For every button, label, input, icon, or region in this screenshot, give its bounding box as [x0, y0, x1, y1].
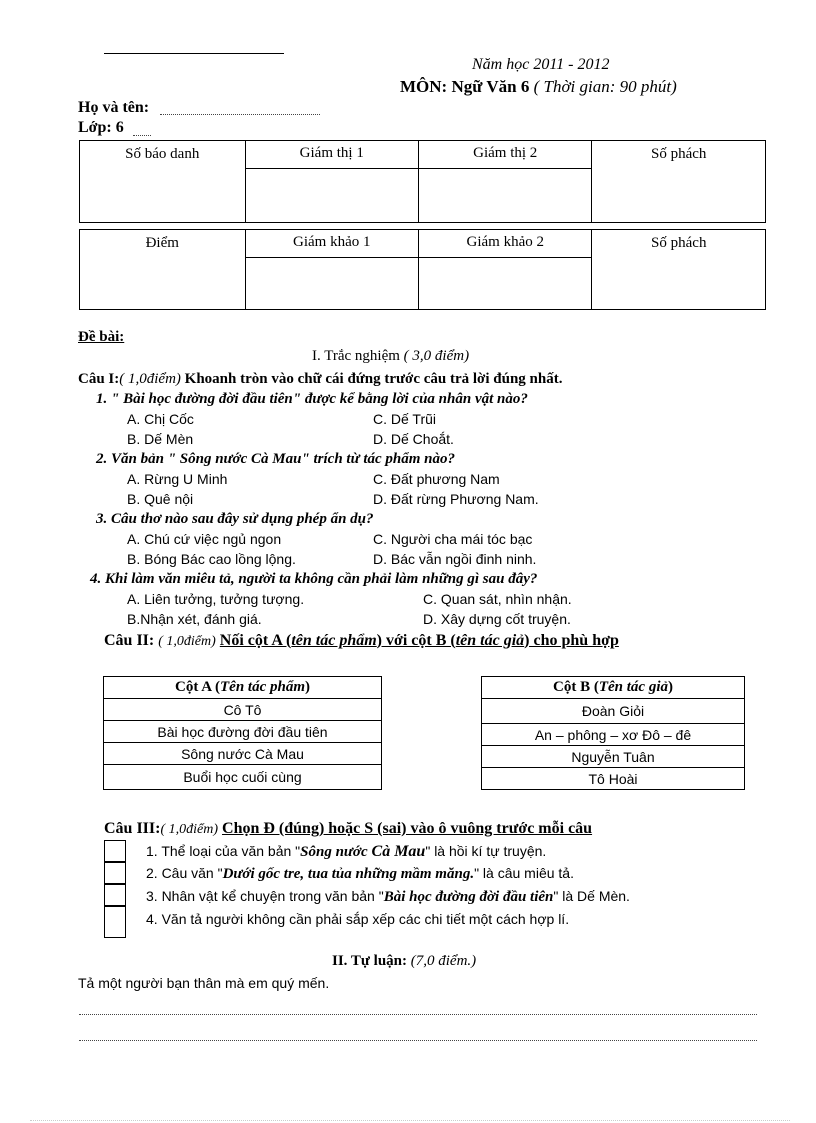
column-b-item[interactable]: Nguyễn Tuân	[482, 746, 745, 768]
question-4: 4. Khi làm văn miêu tả, người ta không cần phải làm những gì sau đây?	[90, 571, 538, 587]
colA-end: )	[305, 679, 310, 695]
s3-b: Bài học đường đời đầu tiên	[383, 889, 554, 905]
s2-a: 2. Câu văn "	[146, 865, 223, 881]
subject-label: MÔN: Ngữ Văn 6	[400, 77, 530, 96]
statement-2	[146, 865, 574, 883]
q2-heading	[104, 632, 619, 650]
part1-points: ( 3,0 điểm)	[403, 348, 470, 364]
q1-label: Câu I:	[78, 371, 120, 387]
table1-header: Giám thị 2	[418, 141, 591, 169]
colA-em: Tên tác phẩm	[220, 679, 305, 695]
column-b-table	[481, 676, 745, 790]
option-4b[interactable]: B.Nhận xét, đánh giá.	[127, 611, 262, 627]
question-2: 2. Văn bản " Sông nước Cà Mau" trích từ tác phẩm nào?	[96, 451, 456, 467]
class-label: Lớp:	[78, 119, 112, 136]
answer-line[interactable]	[79, 1014, 757, 1015]
table2-cell[interactable]	[245, 258, 418, 310]
colB-end: )	[667, 679, 673, 695]
name-field[interactable]	[160, 114, 320, 115]
header-rule	[104, 53, 284, 54]
answer-box-3[interactable]	[104, 884, 126, 906]
option-3c[interactable]: C. Người cha mái tóc bạc	[373, 531, 533, 547]
s1-b: Sông nước	[300, 844, 368, 860]
q3-instruction: Chọn Đ (đúng) hoặc S (sai) vào ô vuông trước mỗi câu	[222, 820, 593, 837]
q2-inst-a: Nối cột A (	[219, 632, 292, 649]
q3-heading	[104, 820, 592, 838]
option-4d[interactable]: D. Xây dựng cốt truyện.	[423, 611, 571, 627]
option-4c[interactable]: C. Quan sát, nhìn nhận.	[423, 591, 572, 607]
colB-label: Cột B (	[553, 679, 599, 695]
option-2d[interactable]: D. Đất rừng Phương Nam.	[373, 491, 539, 507]
statement-1	[146, 843, 546, 861]
part1-title-text: I. Trắc nghiệm	[312, 348, 400, 364]
score-table	[79, 229, 766, 310]
option-1a[interactable]: A. Chị Cốc	[127, 411, 194, 427]
essay-prompt: Tả một người bạn thân mà em quý mến.	[78, 975, 330, 991]
q3-label: Câu III:	[104, 820, 161, 837]
s1-c: Cà Mau	[371, 843, 426, 860]
option-3a[interactable]: A. Chú cứ việc ngủ ngon	[127, 531, 282, 547]
part2-points: (7,0 điểm.)	[410, 953, 477, 969]
column-b-item[interactable]: Tô Hoài	[482, 768, 745, 790]
q2-inst-d: tên tác giả	[455, 632, 525, 649]
class-line	[78, 119, 124, 137]
q2-inst-b: tên tác phẩm	[291, 632, 377, 649]
table1-header: Số phách	[592, 141, 766, 223]
s3-c: " là Dế Mèn.	[553, 888, 630, 904]
time-note: ( Thời gian: 90 phút)	[533, 77, 677, 96]
table1-cell[interactable]	[418, 169, 591, 223]
option-2b[interactable]: B. Quê nội	[127, 491, 194, 507]
part2-title	[332, 953, 476, 970]
q1-points: ( 1,0điểm)	[119, 371, 181, 387]
answer-box-1[interactable]	[104, 840, 126, 862]
table2-cell[interactable]	[419, 258, 592, 310]
q2-label: Câu II:	[104, 632, 155, 649]
option-3d[interactable]: D. Bác vẫn ngồi đinh ninh.	[373, 551, 537, 567]
s2-c: " là câu miêu tả.	[474, 865, 574, 881]
option-1d[interactable]: D. Dế Choắt.	[373, 431, 454, 447]
option-2c[interactable]: C. Đất phương Nam	[373, 471, 500, 487]
option-4a[interactable]: A. Liên tưởng, tưởng tượng.	[127, 591, 305, 607]
answer-box-4[interactable]	[104, 906, 126, 938]
table1-header: Giám thị 1	[245, 141, 418, 169]
school-year: Năm học 2011 - 2012	[472, 56, 610, 73]
statement-3	[146, 888, 630, 906]
column-b-header	[482, 677, 745, 699]
class-value: 6	[115, 119, 124, 136]
question-3: 3. Câu thơ nào sau đây sử dụng phép ẩn dụ?	[96, 511, 374, 527]
exam-heading: Đề bài:	[78, 329, 125, 345]
subject-line	[400, 77, 677, 97]
column-b-item[interactable]: Đoàn Giỏi	[482, 699, 745, 724]
q3-points: ( 1,0điểm)	[160, 822, 219, 837]
table2-header: Số phách	[592, 230, 766, 310]
question-1: 1. " Bài học đường đời đầu tiên" được kể bằng lời của nhân vật nào?	[96, 391, 528, 407]
table1-header: Số báo danh	[80, 141, 246, 223]
s1-a: 1. Thể loại của văn bản "	[146, 843, 301, 859]
q1-instruction: Khoanh tròn vào chữ cái đứng trước câu trả lời đúng nhất.	[184, 371, 563, 387]
colB-em: Tên tác giả	[598, 679, 668, 695]
q2-inst-c: ) với cột B (	[376, 632, 456, 649]
s1-d: " là hồi kí tự truyện.	[425, 843, 547, 859]
column-b-item[interactable]: An – phông – xơ Đô – đê	[482, 724, 745, 746]
table1-cell[interactable]	[245, 169, 418, 223]
candidate-table	[79, 140, 766, 223]
s2-b: Dưới gốc tre, tua tủa những mầm măng.	[222, 866, 475, 882]
name-label: Họ và tên:	[78, 99, 150, 116]
table2-header: Giám khảo 2	[419, 230, 592, 258]
part1-title	[312, 348, 469, 365]
q2-points: ( 1,0điểm)	[158, 634, 216, 649]
option-2a[interactable]: A. Rừng U Minh	[127, 471, 228, 487]
q2-instruction	[220, 632, 619, 649]
column-a-item[interactable]: Cô Tô	[104, 699, 382, 721]
s3-a: 3. Nhân vật kể chuyện trong văn bản "	[146, 888, 384, 904]
part2-title-text: II. Tự luận:	[332, 953, 408, 969]
answer-box-2[interactable]	[104, 862, 126, 884]
table2-header: Giám khảo 1	[245, 230, 418, 258]
class-field[interactable]	[133, 135, 151, 136]
column-a-item[interactable]: Buổi học cuối cùng	[104, 765, 382, 790]
option-1b[interactable]: B. Dế Mèn	[127, 431, 194, 447]
colA-label: Cột A (	[175, 679, 220, 695]
option-1c[interactable]: C. Dế Trũi	[373, 411, 437, 427]
q1-heading	[78, 371, 563, 388]
answer-line[interactable]	[79, 1040, 757, 1041]
page-footer-line	[30, 1120, 790, 1121]
column-a-item[interactable]: Sông nước Cà Mau	[104, 743, 382, 765]
table2-header: Điểm	[80, 230, 246, 310]
q2-inst-e: ) cho phù hợp	[524, 632, 619, 649]
option-3b[interactable]: B. Bóng Bác cao lồng lộng.	[127, 551, 296, 567]
column-a-table	[103, 676, 382, 790]
column-a-item[interactable]: Bài học đường đời đầu tiên	[104, 721, 382, 743]
column-a-header	[104, 677, 382, 699]
statement-4: 4. Văn tả người không cần phải sắp xếp các chi tiết một cách hợp lí.	[146, 911, 570, 927]
